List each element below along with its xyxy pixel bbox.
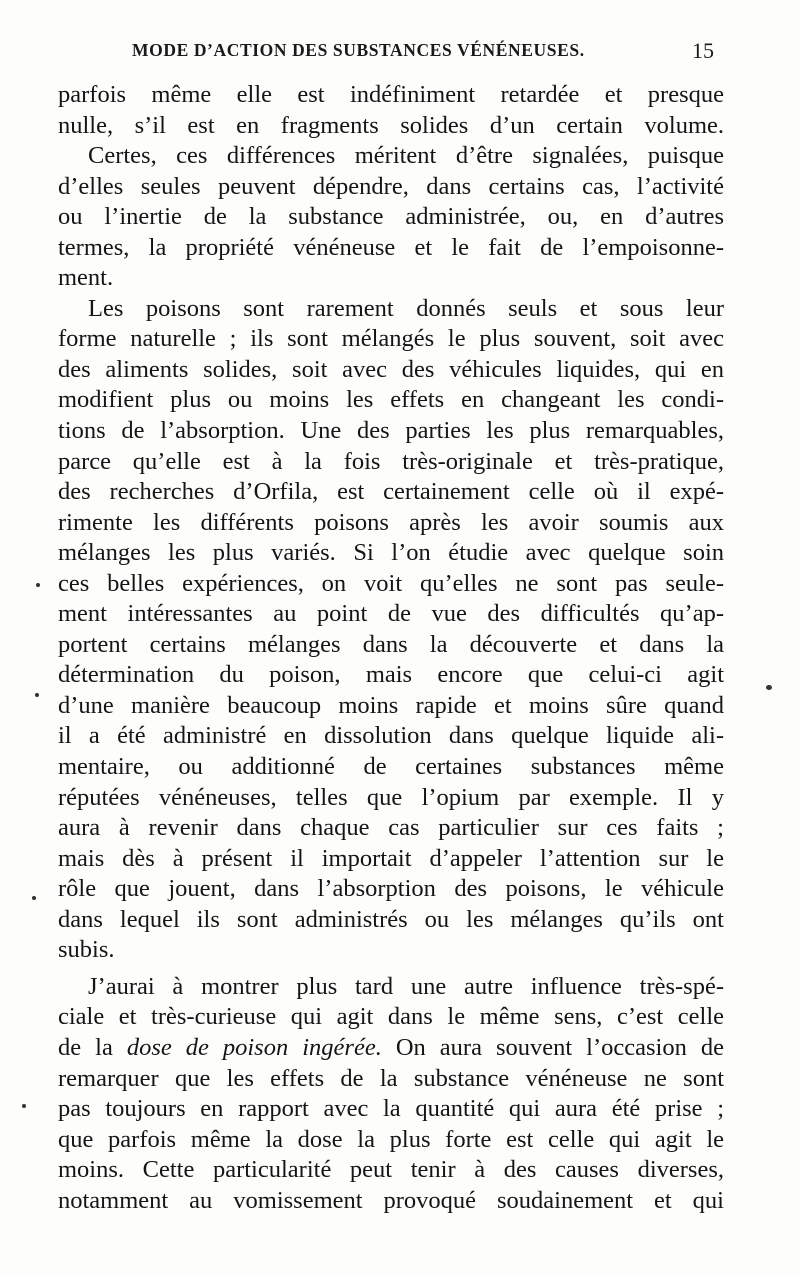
text-line: ces belles expériences, on voit qu’elles ne sont pas seule- xyxy=(58,569,724,597)
text-line: portent certains mélanges dans la découverte et dans la xyxy=(58,630,724,658)
text-line: il a été administré en dissolution dans quelque liquide ali- xyxy=(58,722,724,750)
text-line: ciale et très-curieuse qui agit dans le même sens, c’est celle xyxy=(58,1003,724,1031)
page-number: 15 xyxy=(692,38,714,63)
text-line: J’aurai à montrer plus tard une autre influence très-spé- xyxy=(88,972,724,1000)
text-line: rimente les différents poisons après les avoir soumis aux xyxy=(58,508,724,536)
text-line: d’une manière beaucoup moins rapide et moins sûre quand xyxy=(58,691,724,719)
ink-speck xyxy=(32,896,36,900)
text-line: mais dès à présent il importait d’appeler l’attention sur le xyxy=(58,844,724,872)
ink-speck xyxy=(35,693,39,697)
text-line-with-italic xyxy=(58,1033,724,1064)
text-line: remarquer que les effets de la substance vénéneuse ne sont xyxy=(58,1064,724,1092)
text-line: dans lequel ils sont administrés ou les mélanges qu’ils ont xyxy=(58,905,724,933)
text-line: parce qu’elle est à la fois très-originale et très-pratique, xyxy=(58,447,724,475)
text-line: ou l’inertie de la substance administrée, ou, en d’autres xyxy=(58,203,724,231)
text-run: de la xyxy=(58,1033,127,1061)
ink-speck xyxy=(766,685,772,690)
text-line: nulle, s’il est en fragments solides d’un certain volume. xyxy=(58,111,724,139)
text-line: réputées vénéneuses, telles que l’opium par exemple. Il y xyxy=(58,783,724,811)
text-line: Les poisons sont rarement donnés seuls et sous leur xyxy=(88,294,724,322)
text-line: rôle que jouent, dans l’absorption des poisons, le véhicule xyxy=(58,875,724,903)
text-line: d’elles seules peuvent dépendre, dans certains cas, l’activité xyxy=(58,172,724,200)
text-line: ment intéressantes au point de vue des difficultés qu’ap- xyxy=(58,600,724,628)
text-line: moins. Cette particularité peut tenir à des causes diverses, xyxy=(58,1156,724,1184)
text-line: termes, la propriété vénéneuse et le fait de l’empoisonne- xyxy=(58,233,724,261)
body-text xyxy=(58,80,724,1216)
text-line: détermination du poison, mais encore que celui-ci agit xyxy=(58,661,724,689)
text-line: modifient plus ou moins les effets en changeant les condi- xyxy=(58,386,724,414)
text-line: mentaire, ou additionné de certaines substances même xyxy=(58,753,724,781)
ink-speck xyxy=(22,1104,26,1108)
text-run: On aura souvent l’occasion de xyxy=(381,1033,724,1061)
text-line: subis. xyxy=(58,936,115,964)
text-line: mélanges les plus variés. Si l’on étudie avec quelque soin xyxy=(58,539,724,567)
text-line: pas toujours en rapport avec la quantité qui aura été prise ; xyxy=(58,1095,724,1123)
text-line: tions de l’absorption. Une des parties les plus remarquables, xyxy=(58,417,724,445)
running-title: MODE D’ACTION DES SUBSTANCES VÉNÉNEUSES. xyxy=(132,40,585,60)
text-line: parfois même elle est indéfiniment retardée et presque xyxy=(58,81,724,108)
text-line: aura à revenir dans chaque cas particulier sur ces faits ; xyxy=(58,814,724,842)
text-line: des aliments solides, soit avec des véhicules liquides, qui en xyxy=(58,355,724,383)
running-head xyxy=(132,40,732,70)
text-line: des recherches d’Orfila, est certainement celle où il expé- xyxy=(58,478,724,506)
ink-speck xyxy=(36,583,40,587)
italic-phrase: dose de poison ingérée. xyxy=(126,1033,382,1061)
text-line: ment. xyxy=(58,264,114,292)
text-line: Certes, ces différences méritent d’être signalées, puisque xyxy=(88,142,724,170)
text-line: que parfois même la dose la plus forte est celle qui agit le xyxy=(58,1125,724,1153)
text-line: notamment au vomissement provoqué soudainement et qui xyxy=(58,1186,724,1214)
text-line: forme naturelle ; ils sont mélangés le plus souvent, soit avec xyxy=(58,325,724,353)
